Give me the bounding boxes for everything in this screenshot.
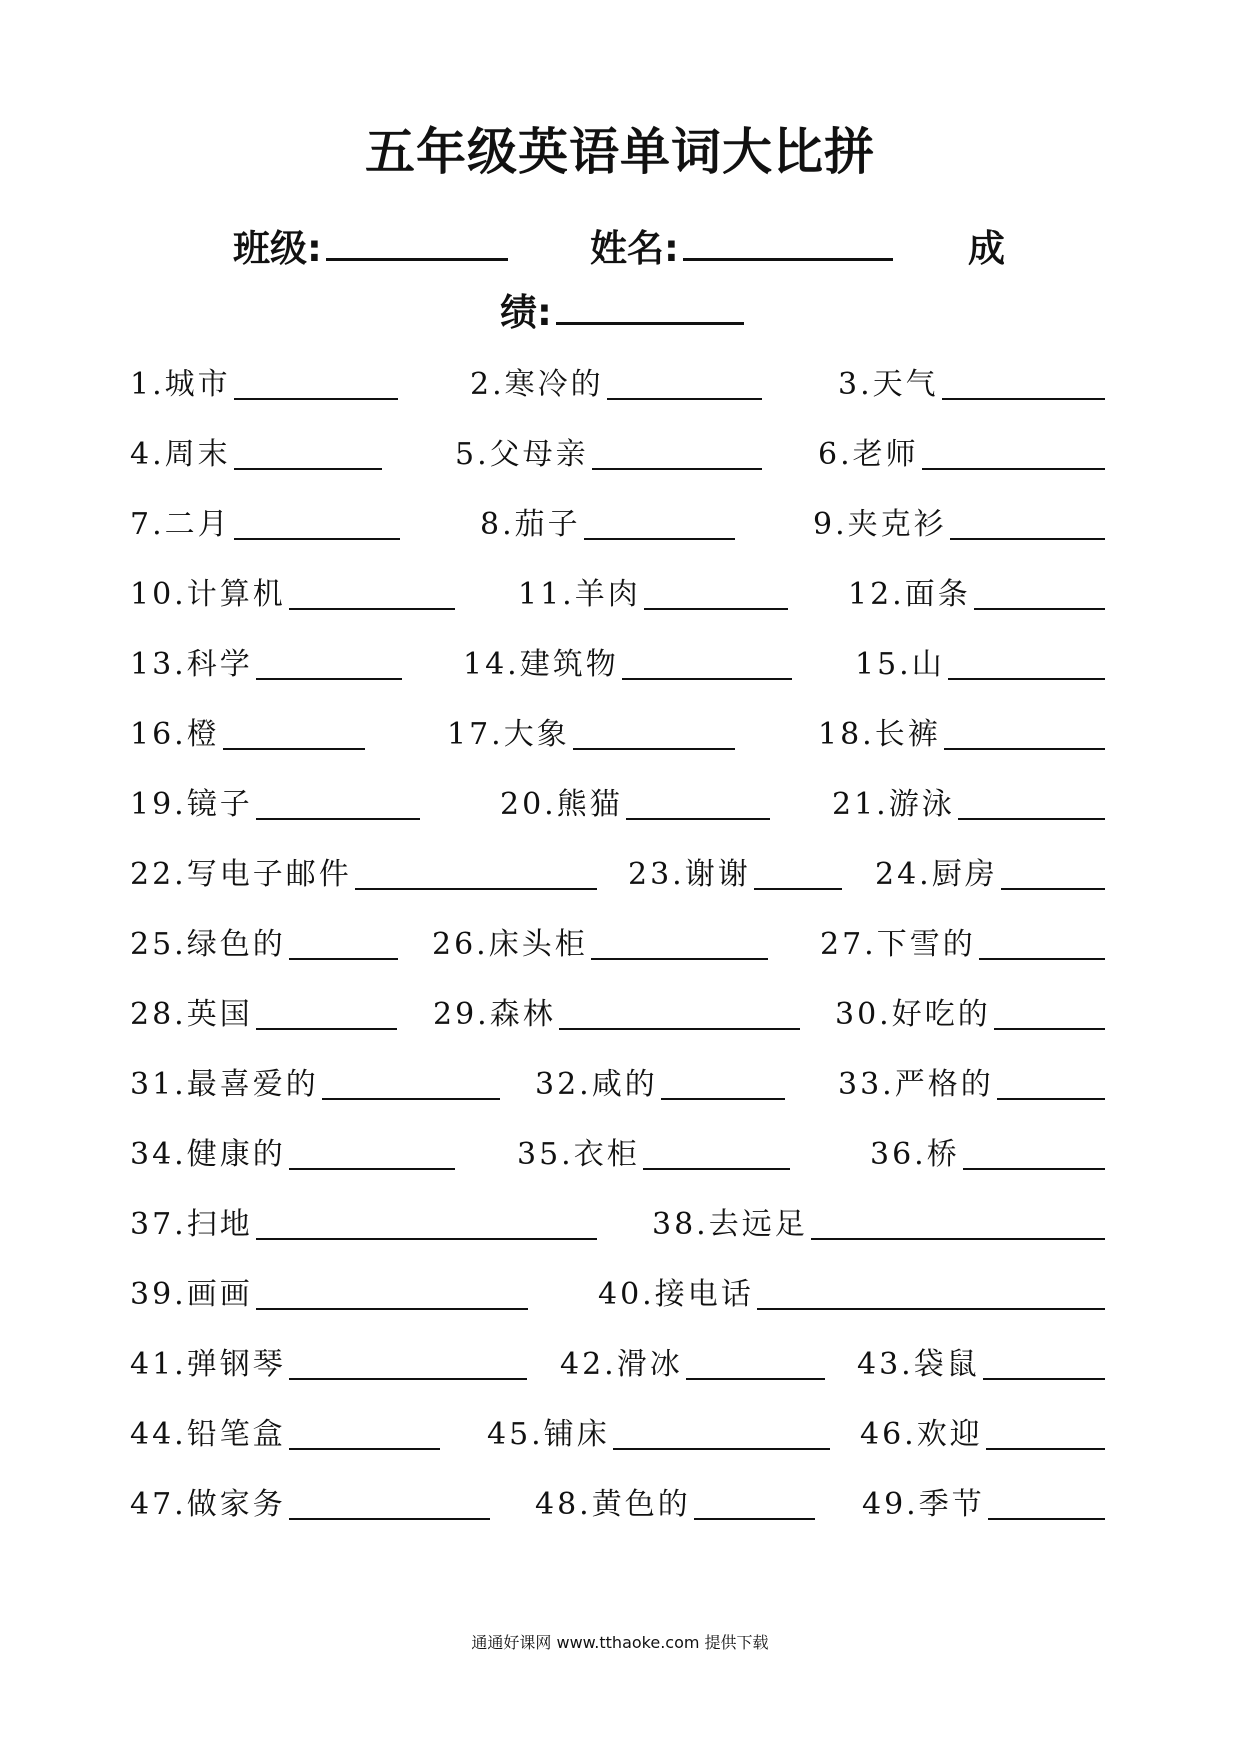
vocab-item <box>130 717 365 752</box>
vocab-item <box>560 1347 825 1382</box>
vocab-row <box>0 1190 1240 1240</box>
vocab-item <box>130 507 400 542</box>
vocab-item <box>130 577 455 612</box>
answer-blank[interactable] <box>644 606 788 610</box>
vocab-item <box>838 367 1105 402</box>
class-field <box>233 218 508 272</box>
answer-blank[interactable] <box>963 1166 1105 1170</box>
answer-blank[interactable] <box>988 1516 1105 1520</box>
vocab-item <box>130 1207 597 1242</box>
name-blank[interactable] <box>683 226 893 261</box>
vocab-row <box>0 770 1240 820</box>
vocab-item <box>130 1067 500 1102</box>
vocab-item <box>835 997 1105 1032</box>
answer-blank[interactable] <box>974 606 1105 610</box>
vocab-item <box>652 1207 1105 1242</box>
vocab-row <box>0 1120 1240 1170</box>
vocab-item <box>857 1347 1105 1382</box>
answer-blank[interactable] <box>355 886 597 890</box>
vocab-prompt: 19.镜子 <box>130 787 253 822</box>
vocab-item <box>130 437 382 472</box>
vocab-prompt: 20.熊猫 <box>500 787 623 822</box>
vocab-prompt: 1.城市 <box>130 367 231 402</box>
vocab-prompt: 48.黄色的 <box>535 1487 691 1522</box>
vocab-item <box>480 507 735 542</box>
vocab-item <box>433 997 800 1032</box>
answer-blank[interactable] <box>661 1096 785 1100</box>
answer-blank[interactable] <box>256 1026 397 1030</box>
vocab-prompt: 39.画画 <box>130 1277 253 1312</box>
vocab-prompt: 13.科学 <box>130 647 253 682</box>
vocab-item <box>517 1137 790 1172</box>
answer-blank[interactable] <box>643 1166 790 1170</box>
vocab-item <box>470 367 762 402</box>
vocab-row <box>0 1330 1240 1380</box>
answer-blank[interactable] <box>948 676 1105 680</box>
vocab-prompt: 11.羊肉 <box>518 577 641 612</box>
answer-blank[interactable] <box>686 1376 825 1380</box>
answer-blank[interactable] <box>234 536 400 540</box>
vocab-item <box>518 577 788 612</box>
vocab-prompt: 46.欢迎 <box>860 1417 983 1452</box>
vocab-item <box>447 717 735 752</box>
vocab-prompt: 47.做家务 <box>130 1487 286 1522</box>
answer-blank[interactable] <box>256 1306 528 1310</box>
vocab-prompt: 24.厨房 <box>875 857 998 892</box>
score-label-first-char: 成 <box>968 227 1005 270</box>
vocab-item <box>463 647 792 682</box>
vocab-prompt: 36.桥 <box>870 1137 960 1172</box>
answer-blank[interactable] <box>234 396 398 400</box>
vocab-row <box>0 980 1240 1030</box>
vocab-row <box>0 700 1240 750</box>
answer-blank[interactable] <box>592 466 762 470</box>
vocab-item <box>862 1487 1105 1522</box>
answer-blank[interactable] <box>289 1166 455 1170</box>
vocab-item <box>628 857 842 892</box>
vocab-item <box>130 1347 527 1382</box>
vocab-item <box>535 1487 815 1522</box>
vocab-row <box>0 420 1240 470</box>
vocab-prompt: 9.夹克衫 <box>813 507 947 542</box>
vocab-prompt: 28.英国 <box>130 997 253 1032</box>
vocab-item <box>820 927 1105 962</box>
answer-blank[interactable] <box>958 816 1105 820</box>
vocab-item <box>455 437 762 472</box>
vocab-prompt: 31.最喜爱的 <box>130 1067 319 1102</box>
vocab-prompt: 18.长裤 <box>818 717 941 752</box>
vocab-prompt: 5.父母亲 <box>455 437 589 472</box>
vocab-item <box>870 1137 1105 1172</box>
vocab-item <box>818 717 1105 752</box>
vocab-prompt: 45.铺床 <box>487 1417 610 1452</box>
answer-blank[interactable] <box>754 886 842 890</box>
vocab-item <box>130 367 398 402</box>
vocab-item <box>838 1067 1105 1102</box>
vocab-prompt: 35.衣柜 <box>517 1137 640 1172</box>
vocab-item <box>487 1417 830 1452</box>
vocab-item <box>598 1277 1105 1312</box>
answer-blank[interactable] <box>694 1516 815 1520</box>
vocab-item <box>130 1417 440 1452</box>
answer-blank[interactable] <box>613 1446 830 1450</box>
vocab-row <box>0 490 1240 540</box>
answer-blank[interactable] <box>922 466 1105 470</box>
answer-blank[interactable] <box>289 1376 527 1380</box>
answer-blank[interactable] <box>622 676 792 680</box>
vocab-row <box>0 560 1240 610</box>
answer-blank[interactable] <box>573 746 735 750</box>
answer-blank[interactable] <box>256 1236 597 1240</box>
vocab-prompt: 27.下雪的 <box>820 927 976 962</box>
vocab-row <box>0 1050 1240 1100</box>
vocab-prompt: 43.袋鼠 <box>857 1347 980 1382</box>
vocab-prompt: 25.绿色的 <box>130 927 286 962</box>
answer-blank[interactable] <box>626 816 770 820</box>
vocab-item <box>875 857 1105 892</box>
vocab-prompt: 22.写电子邮件 <box>130 857 352 892</box>
vocab-row <box>0 1260 1240 1310</box>
vocab-prompt: 32.咸的 <box>535 1067 658 1102</box>
vocab-prompt: 4.周末 <box>130 437 231 472</box>
vocab-item <box>500 787 770 822</box>
vocab-item <box>130 857 597 892</box>
vocab-item <box>130 1487 490 1522</box>
vocab-prompt: 7.二月 <box>130 507 231 542</box>
vocab-item <box>432 927 768 962</box>
answer-blank[interactable] <box>256 676 402 680</box>
answer-blank[interactable] <box>289 956 398 960</box>
vocab-prompt: 8.茄子 <box>480 507 581 542</box>
vocab-prompt: 14.建筑物 <box>463 647 619 682</box>
vocab-row <box>0 910 1240 960</box>
vocab-prompt: 42.滑冰 <box>560 1347 683 1382</box>
answer-blank[interactable] <box>1001 886 1105 890</box>
vocab-prompt: 6.老师 <box>818 437 919 472</box>
vocab-prompt: 2.寒冷的 <box>470 367 604 402</box>
worksheet-title: 五年级英语单词大比拼 <box>365 123 875 181</box>
answer-blank[interactable] <box>322 1096 500 1100</box>
answer-blank[interactable] <box>256 816 420 820</box>
vocab-prompt: 38.去远足 <box>652 1207 808 1242</box>
vocab-prompt: 26.床头柜 <box>432 927 588 962</box>
vocab-item <box>130 1277 528 1312</box>
answer-blank[interactable] <box>986 1446 1105 1450</box>
vocab-item <box>860 1417 1105 1452</box>
vocab-prompt: 16.橙 <box>130 717 220 752</box>
answer-blank[interactable] <box>584 536 735 540</box>
vocab-row <box>0 1470 1240 1520</box>
vocab-prompt: 49.季节 <box>862 1487 985 1522</box>
class-blank[interactable] <box>326 226 508 261</box>
vocab-row <box>0 350 1240 400</box>
answer-blank[interactable] <box>942 396 1105 400</box>
answer-blank[interactable] <box>950 536 1105 540</box>
answer-blank[interactable] <box>289 606 455 610</box>
vocab-prompt: 41.弹钢琴 <box>130 1347 286 1382</box>
score-label: 绩: <box>500 291 552 334</box>
answer-blank[interactable] <box>983 1376 1105 1380</box>
vocab-item <box>130 787 420 822</box>
score-blank[interactable] <box>556 290 744 325</box>
vocab-item <box>130 997 397 1032</box>
vocab-prompt: 30.好吃的 <box>835 997 991 1032</box>
vocab-prompt: 10.计算机 <box>130 577 286 612</box>
vocab-row <box>0 840 1240 890</box>
answer-blank[interactable] <box>607 396 762 400</box>
vocab-prompt: 40.接电话 <box>598 1277 754 1312</box>
vocab-item <box>130 927 398 962</box>
vocab-item <box>130 647 402 682</box>
vocab-item <box>813 507 1105 542</box>
vocab-prompt: 3.天气 <box>838 367 939 402</box>
score-field <box>500 282 744 336</box>
answer-blank[interactable] <box>591 956 768 960</box>
answer-blank[interactable] <box>994 1026 1105 1030</box>
vocab-prompt: 23.谢谢 <box>628 857 751 892</box>
answer-blank[interactable] <box>997 1096 1105 1100</box>
vocab-prompt: 17.大象 <box>447 717 570 752</box>
answer-blank[interactable] <box>944 746 1105 750</box>
answer-blank[interactable] <box>223 746 365 750</box>
vocab-prompt: 12.面条 <box>848 577 971 612</box>
vocab-prompt: 44.铅笔盒 <box>130 1417 286 1452</box>
answer-blank[interactable] <box>757 1306 1105 1310</box>
vocab-prompt: 34.健康的 <box>130 1137 286 1172</box>
answer-blank[interactable] <box>559 1026 800 1030</box>
footer-credit: 通通好课网 www.tthaoke.com 提供下载 <box>471 1633 769 1652</box>
vocab-item <box>535 1067 785 1102</box>
answer-blank[interactable] <box>289 1446 440 1450</box>
vocab-prompt: 37.扫地 <box>130 1207 253 1242</box>
vocab-prompt: 21.游泳 <box>832 787 955 822</box>
answer-blank[interactable] <box>979 956 1105 960</box>
vocab-prompt: 15.山 <box>855 647 945 682</box>
vocab-item <box>855 647 1105 682</box>
vocab-row <box>0 630 1240 680</box>
answer-blank[interactable] <box>811 1236 1105 1240</box>
vocab-row <box>0 1400 1240 1450</box>
class-label: 班级: <box>233 227 322 270</box>
vocab-item <box>848 577 1105 612</box>
vocab-prompt: 33.严格的 <box>838 1067 994 1102</box>
vocab-item <box>130 1137 455 1172</box>
vocab-item <box>832 787 1105 822</box>
vocab-item <box>818 437 1105 472</box>
answer-blank[interactable] <box>289 1516 490 1520</box>
answer-blank[interactable] <box>234 466 382 470</box>
name-label: 姓名: <box>590 227 679 270</box>
vocab-prompt: 29.森林 <box>433 997 556 1032</box>
name-field <box>590 218 893 272</box>
